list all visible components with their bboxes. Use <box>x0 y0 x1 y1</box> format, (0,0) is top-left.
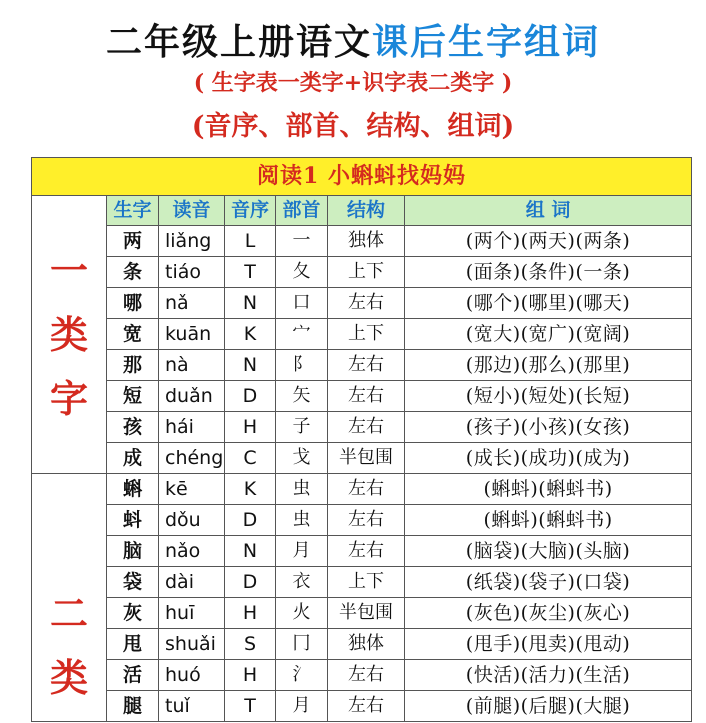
order-cell: D <box>225 505 276 536</box>
order-cell: N <box>225 350 276 381</box>
radical-cell: 火 <box>276 598 328 629</box>
pinyin-cell: nǎ <box>159 288 225 319</box>
words-cell: (孩子)(小孩)(女孩) <box>405 412 692 443</box>
structure-cell: 左右 <box>328 505 405 536</box>
char-cell: 灰 <box>107 598 159 629</box>
char-cell: 孩 <box>107 412 159 443</box>
group2-label-char: 二 <box>49 591 88 636</box>
table-row <box>32 257 692 288</box>
structure-cell: 左右 <box>328 288 405 319</box>
words-cell: (灰色)(灰尘)(灰心) <box>405 598 692 629</box>
char-cell: 宽 <box>107 319 159 350</box>
order-cell: K <box>225 474 276 505</box>
table-row <box>32 412 692 443</box>
vocab-table <box>31 157 692 722</box>
header-pinyin: 读音 <box>159 196 225 226</box>
pinyin-cell: tiáo <box>159 257 225 288</box>
order-cell: H <box>225 598 276 629</box>
words-cell: (蝌蚪)(蝌蚪书) <box>405 474 692 505</box>
radical-cell: 戈 <box>276 443 328 474</box>
words-cell: (哪个)(哪里)(哪天) <box>405 288 692 319</box>
header-words: 组 词 <box>405 196 692 226</box>
header-radical: 部首 <box>276 196 328 226</box>
radical-cell: 宀 <box>276 319 328 350</box>
radical-cell: 一 <box>276 226 328 257</box>
radical-cell: 阝 <box>276 350 328 381</box>
pinyin-cell: hái <box>159 412 225 443</box>
structure-cell: 左右 <box>328 381 405 412</box>
pinyin-cell: dài <box>159 567 225 598</box>
words-cell: (面条)(条件)(一条) <box>405 257 692 288</box>
char-cell: 腿 <box>107 691 159 722</box>
group2-label-char: 类 <box>49 655 88 700</box>
char-cell: 哪 <box>107 288 159 319</box>
char-cell: 成 <box>107 443 159 474</box>
table-row <box>32 443 692 474</box>
group2-label <box>32 474 107 722</box>
words-cell: (那边)(那么)(那里) <box>405 350 692 381</box>
structure-cell: 左右 <box>328 474 405 505</box>
char-cell: 甩 <box>107 629 159 660</box>
order-cell: N <box>225 288 276 319</box>
lesson-banner: 阅读1 小蝌蚪找妈妈 <box>32 158 692 196</box>
group1-label-char: 类 <box>49 311 88 357</box>
structure-cell: 左右 <box>328 536 405 567</box>
order-cell: T <box>225 691 276 722</box>
group1-label-char: 字 <box>49 375 88 421</box>
words-cell: (短小)(短处)(长短) <box>405 381 692 412</box>
lesson-banner-row <box>32 158 692 196</box>
pinyin-cell: huī <box>159 598 225 629</box>
order-cell: S <box>225 629 276 660</box>
group1-label <box>32 196 107 474</box>
char-cell: 袋 <box>107 567 159 598</box>
radical-cell: 月 <box>276 536 328 567</box>
header-structure: 结构 <box>328 196 405 226</box>
words-cell: (甩手)(甩卖)(甩动) <box>405 629 692 660</box>
subtitle-scope: ( 生字表一类字+识字表二类字 ) <box>193 70 513 96</box>
table-row <box>32 691 692 722</box>
pinyin-cell: dǒu <box>159 505 225 536</box>
structure-cell: 上下 <box>328 257 405 288</box>
pinyin-cell: huó <box>159 660 225 691</box>
order-cell: C <box>225 443 276 474</box>
radical-cell: 月 <box>276 691 328 722</box>
table-row <box>32 381 692 412</box>
structure-cell: 左右 <box>328 412 405 443</box>
subtitle-fields: (音序、部首、结构、组词) <box>191 111 515 142</box>
radical-cell: 夂 <box>276 257 328 288</box>
radical-cell: 口 <box>276 288 328 319</box>
radical-cell: 虫 <box>276 505 328 536</box>
char-cell: 脑 <box>107 536 159 567</box>
words-cell: (成长)(成功)(成为) <box>405 443 692 474</box>
order-cell: K <box>225 319 276 350</box>
words-cell: (前腿)(后腿)(大腿) <box>405 691 692 722</box>
radical-cell: 虫 <box>276 474 328 505</box>
structure-cell: 左右 <box>328 350 405 381</box>
char-cell: 那 <box>107 350 159 381</box>
header-order: 音序 <box>225 196 276 226</box>
order-cell: H <box>225 412 276 443</box>
order-cell: H <box>225 660 276 691</box>
char-cell: 蝌 <box>107 474 159 505</box>
order-cell: D <box>225 567 276 598</box>
pinyin-cell: kē <box>159 474 225 505</box>
page-title-part2: 课后生字组词 <box>372 22 601 63</box>
char-cell: 条 <box>107 257 159 288</box>
radical-cell: 矢 <box>276 381 328 412</box>
words-cell: (快活)(活力)(生活) <box>405 660 692 691</box>
table-row <box>32 350 692 381</box>
table-row <box>32 319 692 350</box>
order-cell: T <box>225 257 276 288</box>
structure-cell: 半包围 <box>328 443 405 474</box>
structure-cell: 独体 <box>328 226 405 257</box>
words-cell: (纸袋)(袋子)(口袋) <box>405 567 692 598</box>
table-row <box>32 505 692 536</box>
words-cell: (两个)(两天)(两条) <box>405 226 692 257</box>
pinyin-cell: duǎn <box>159 381 225 412</box>
structure-cell: 左右 <box>328 691 405 722</box>
pinyin-cell: kuān <box>159 319 225 350</box>
page-title <box>0 14 706 65</box>
order-cell: N <box>225 536 276 567</box>
structure-cell: 半包围 <box>328 598 405 629</box>
char-cell: 活 <box>107 660 159 691</box>
char-cell: 蚪 <box>107 505 159 536</box>
order-cell: D <box>225 381 276 412</box>
header-char: 生字 <box>107 196 159 226</box>
structure-cell: 独体 <box>328 629 405 660</box>
pinyin-cell: nǎo <box>159 536 225 567</box>
page-title-part1: 二年级上册语文 <box>105 22 372 63</box>
structure-cell: 左右 <box>328 660 405 691</box>
pinyin-cell: tuǐ <box>159 691 225 722</box>
char-cell: 短 <box>107 381 159 412</box>
table-row <box>32 629 692 660</box>
char-cell: 两 <box>107 226 159 257</box>
radical-cell: 冂 <box>276 629 328 660</box>
pinyin-cell: liǎng <box>159 226 225 257</box>
radical-cell: 子 <box>276 412 328 443</box>
words-cell: (宽大)(宽广)(宽阔) <box>405 319 692 350</box>
order-cell: L <box>225 226 276 257</box>
table-row <box>32 536 692 567</box>
table-row <box>32 474 692 505</box>
structure-cell: 上下 <box>328 319 405 350</box>
table-header-row <box>32 196 692 226</box>
pinyin-cell: nà <box>159 350 225 381</box>
radical-cell: 衣 <box>276 567 328 598</box>
radical-cell: 氵 <box>276 660 328 691</box>
table-row <box>32 226 692 257</box>
pinyin-cell: chéng <box>159 443 225 474</box>
words-cell: (蝌蚪)(蝌蚪书) <box>405 505 692 536</box>
words-cell: (脑袋)(大脑)(头脑) <box>405 536 692 567</box>
pinyin-cell: shuǎi <box>159 629 225 660</box>
group1-label-char: 一 <box>49 247 88 293</box>
structure-cell: 上下 <box>328 567 405 598</box>
table-row <box>32 598 692 629</box>
table-row <box>32 288 692 319</box>
table-row <box>32 567 692 598</box>
table-row <box>32 660 692 691</box>
